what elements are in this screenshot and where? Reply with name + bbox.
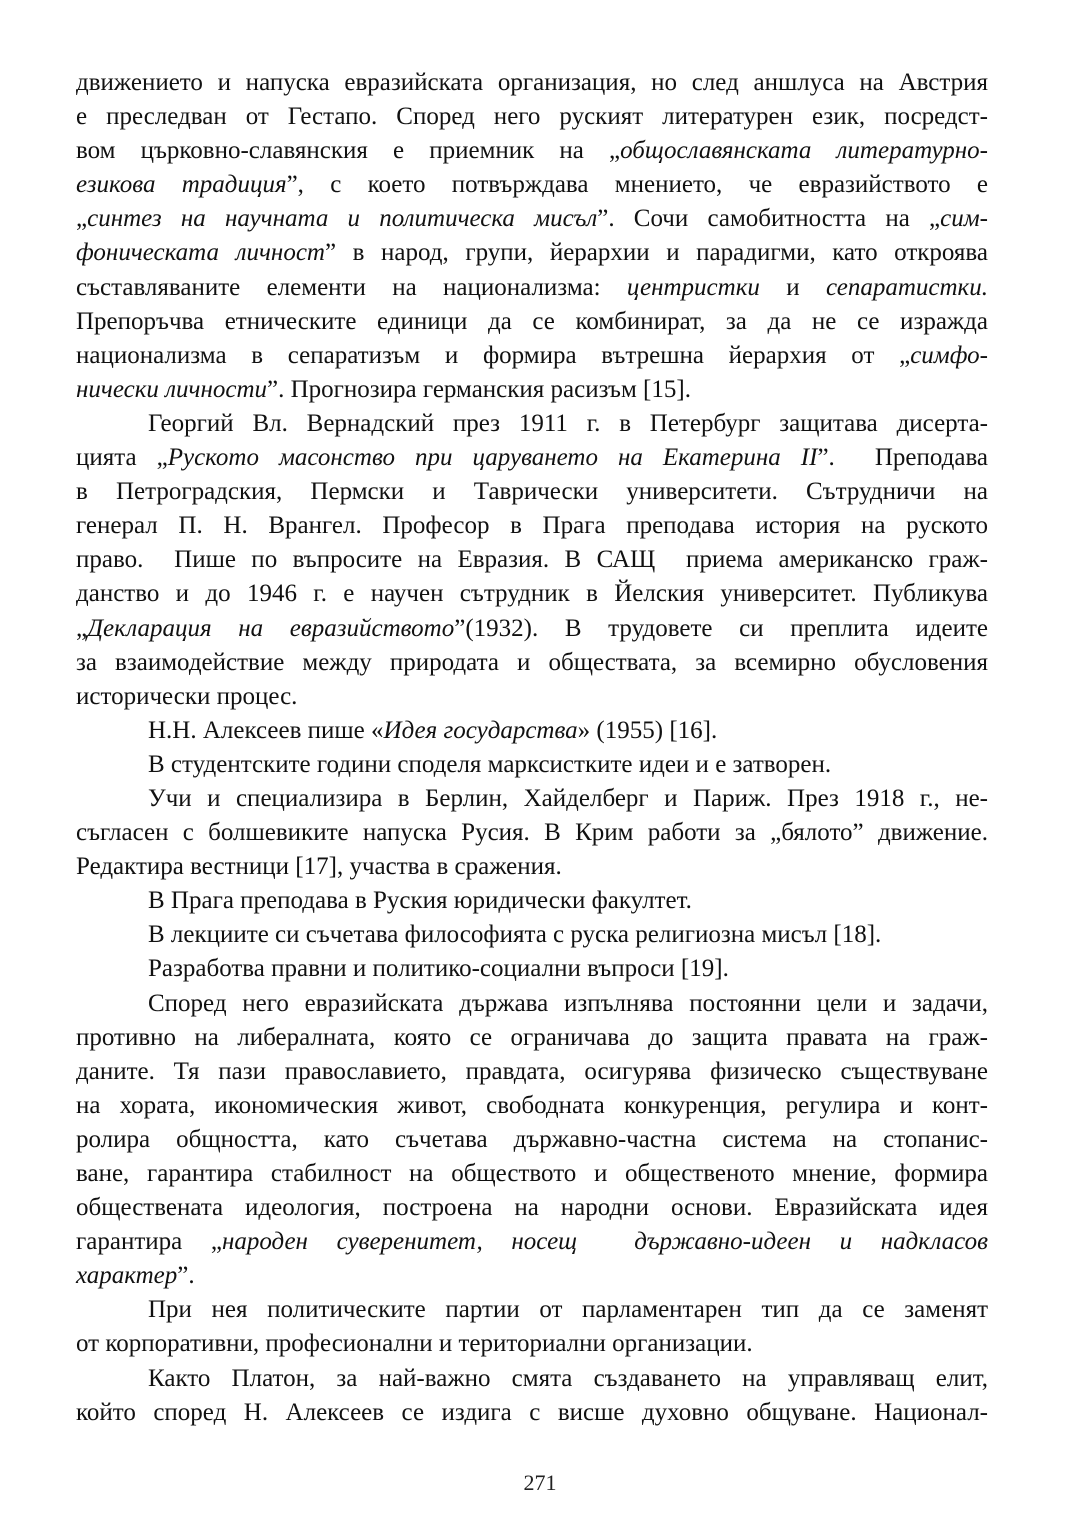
text-run: гарантира „ xyxy=(76,1228,222,1256)
text-run: „ xyxy=(76,614,88,642)
text-run: е преследван от Гестапо. Според него руският литературен език, посредст- xyxy=(76,103,988,131)
text-line xyxy=(76,577,988,611)
text-run: който според Н. Алексеев се издига с висше духовно общуване. Национал- xyxy=(76,1398,988,1426)
text-run: национализма в сепаратизъм и формира вътрешна йерархия от „ xyxy=(76,341,911,369)
text-run: При нея политическите партии от парламентарен тип да се заменят xyxy=(148,1296,988,1324)
text-line xyxy=(76,168,988,202)
text-line xyxy=(76,271,988,305)
italic-text: Декларация на евразийството xyxy=(87,614,455,642)
text-run: „ xyxy=(76,205,88,233)
text-run: ”. Сочи самобитността на „ xyxy=(597,205,941,233)
italic-text: центристки xyxy=(626,273,760,301)
text-run: данство и до 1946 г. е научен сътрудник в Йелския университет. Публикува xyxy=(76,580,988,608)
italic-text: сепаратистки. xyxy=(825,273,988,301)
italic-text: общославянската литературно- xyxy=(620,137,988,165)
italic-text: езикова традиция xyxy=(76,171,287,199)
text-run: вом църковно-славянския е приемник на „ xyxy=(76,137,621,165)
text-line xyxy=(76,884,988,918)
text-run: Георгий Вл. Вернадский през 1911 г. в Петербург защитава дисерта- xyxy=(148,409,988,437)
text-line xyxy=(76,748,988,782)
italic-text: сим- xyxy=(940,205,989,233)
italic-text: Идея государства xyxy=(383,716,578,744)
text-run: ”. xyxy=(177,1262,195,1290)
text-run: » (1955) [16]. xyxy=(577,716,718,744)
text-line xyxy=(76,236,988,270)
text-line xyxy=(76,1225,988,1259)
text-run: ”(1932). В трудовете си преплита идеите xyxy=(454,614,988,642)
text-line xyxy=(76,407,988,441)
text-line xyxy=(76,1327,988,1361)
text-line xyxy=(76,1191,988,1225)
text-line xyxy=(76,66,988,100)
text-line xyxy=(76,714,988,748)
text-line xyxy=(76,1362,988,1396)
text-run: и xyxy=(759,273,826,301)
text-line xyxy=(76,1089,988,1123)
text-line xyxy=(76,1259,988,1293)
text-line xyxy=(76,134,988,168)
text-run: съгласен с болшевиките напуска Русия. В Крим работи за „бялото” движение. xyxy=(76,819,988,847)
text-run: В лекциите си съчетава философията с руска религиозна мисъл [18]. xyxy=(148,921,882,949)
italic-text: фоническата личност xyxy=(76,239,325,267)
text-line xyxy=(76,100,988,134)
text-run: В студентските години споделя марксистките идеи и е затворен. xyxy=(148,750,832,778)
text-line xyxy=(76,1293,988,1327)
text-line xyxy=(76,373,988,407)
text-line xyxy=(76,339,988,373)
text-run: Н.Н. Алексеев пише « xyxy=(148,716,384,744)
text-line xyxy=(76,1396,988,1430)
text-run: Учи и специализира в Берлин, Хайделберг и Париж. През 1918 г., не- xyxy=(148,784,988,812)
text-run: право. Пише по въпросите на Евразия. В САЩ приема американско граж- xyxy=(76,546,988,574)
text-run: от корпоративни, професионални и териториални организации. xyxy=(76,1330,753,1358)
text-line xyxy=(76,305,988,339)
text-run: исторически процес. xyxy=(76,682,298,710)
text-run: обществената идеология, построена на народни основи. Евразийската идея xyxy=(76,1194,988,1222)
italic-text: нически личности xyxy=(76,375,268,403)
text-line xyxy=(76,816,988,850)
text-line xyxy=(76,1157,988,1191)
text-run: Редактира вестници [17], участва в сражения. xyxy=(76,853,562,881)
text-run: за взаимодействие между природата и обществата, за всемирно обусловения xyxy=(76,648,988,676)
body-text xyxy=(76,66,988,1430)
text-run: ролира общността, като съчетава държавно-частна система на стопанис- xyxy=(76,1125,988,1153)
text-line xyxy=(76,918,988,952)
text-line xyxy=(76,782,988,816)
text-run: ване, гарантира стабилност на обществото и общественото мнение, формира xyxy=(76,1160,988,1187)
text-run: противно на либералната, която се ограничава до защита правата на граж- xyxy=(76,1023,988,1051)
text-run: цията „ xyxy=(76,444,168,472)
text-line xyxy=(76,543,988,577)
text-line xyxy=(76,850,988,884)
page-number: 271 xyxy=(523,1470,557,1495)
italic-text: симфо- xyxy=(910,341,988,369)
text-line xyxy=(76,441,988,475)
text-line xyxy=(76,509,988,543)
text-line xyxy=(76,1055,988,1089)
text-run: ”, с което потвърждава мнението, че евразийството е xyxy=(286,171,988,199)
italic-text: характер xyxy=(76,1262,178,1290)
italic-text: Руското масонство при царуването на Екатерина II xyxy=(167,444,818,472)
text-line xyxy=(76,680,988,714)
text-line xyxy=(76,1021,988,1055)
text-line xyxy=(76,646,988,680)
text-line xyxy=(76,1123,988,1157)
text-run: движението и напуска евразийската организация, но след аншлуса на Австрия xyxy=(76,69,988,96)
italic-text: синтез на научната и политическа мисъл xyxy=(87,205,598,233)
text-run: Препоръчва етническите единици да се комбинират, за да не се изражда xyxy=(76,307,988,335)
text-line xyxy=(76,475,988,509)
text-line xyxy=(76,987,988,1021)
text-run: В Прага преподава в Руския юридически факултет. xyxy=(148,887,692,915)
text-run: на хората, икономическия живот, свободната конкуренция, регулира и конт- xyxy=(76,1091,988,1119)
text-run: ” в народ, групи, йерархии и парадигми, като откроява xyxy=(325,239,988,267)
text-run: Както Платон, за най-важно смята създаването на управляващ елит, xyxy=(148,1364,988,1392)
text-run: ”. Прогнозира германския расизъм [15]. xyxy=(267,375,691,403)
text-run: съставляваните елементи на национализма: xyxy=(76,273,627,301)
italic-text: народен суверенитет, носещ държавно-идеен и надкласов xyxy=(221,1228,988,1256)
text-run: генерал П. Н. Врангел. Професор в Прага преподава история на руското xyxy=(76,512,988,540)
text-run: Разработва правни и политико-социални въпроси [19]. xyxy=(148,955,729,983)
text-run: Според него евразийската държава изпълнява постоянни цели и задачи, xyxy=(148,989,988,1017)
text-run: в Петроградския, Пермски и Таврически университети. Сътрудничи на xyxy=(76,478,988,506)
text-run: ”. Преподава xyxy=(817,444,989,472)
text-line xyxy=(76,952,988,986)
text-run: даните. Тя пази православието, правдата, осигурява физическо съществуване xyxy=(76,1057,988,1085)
text-line xyxy=(76,612,988,646)
text-line xyxy=(76,202,988,236)
